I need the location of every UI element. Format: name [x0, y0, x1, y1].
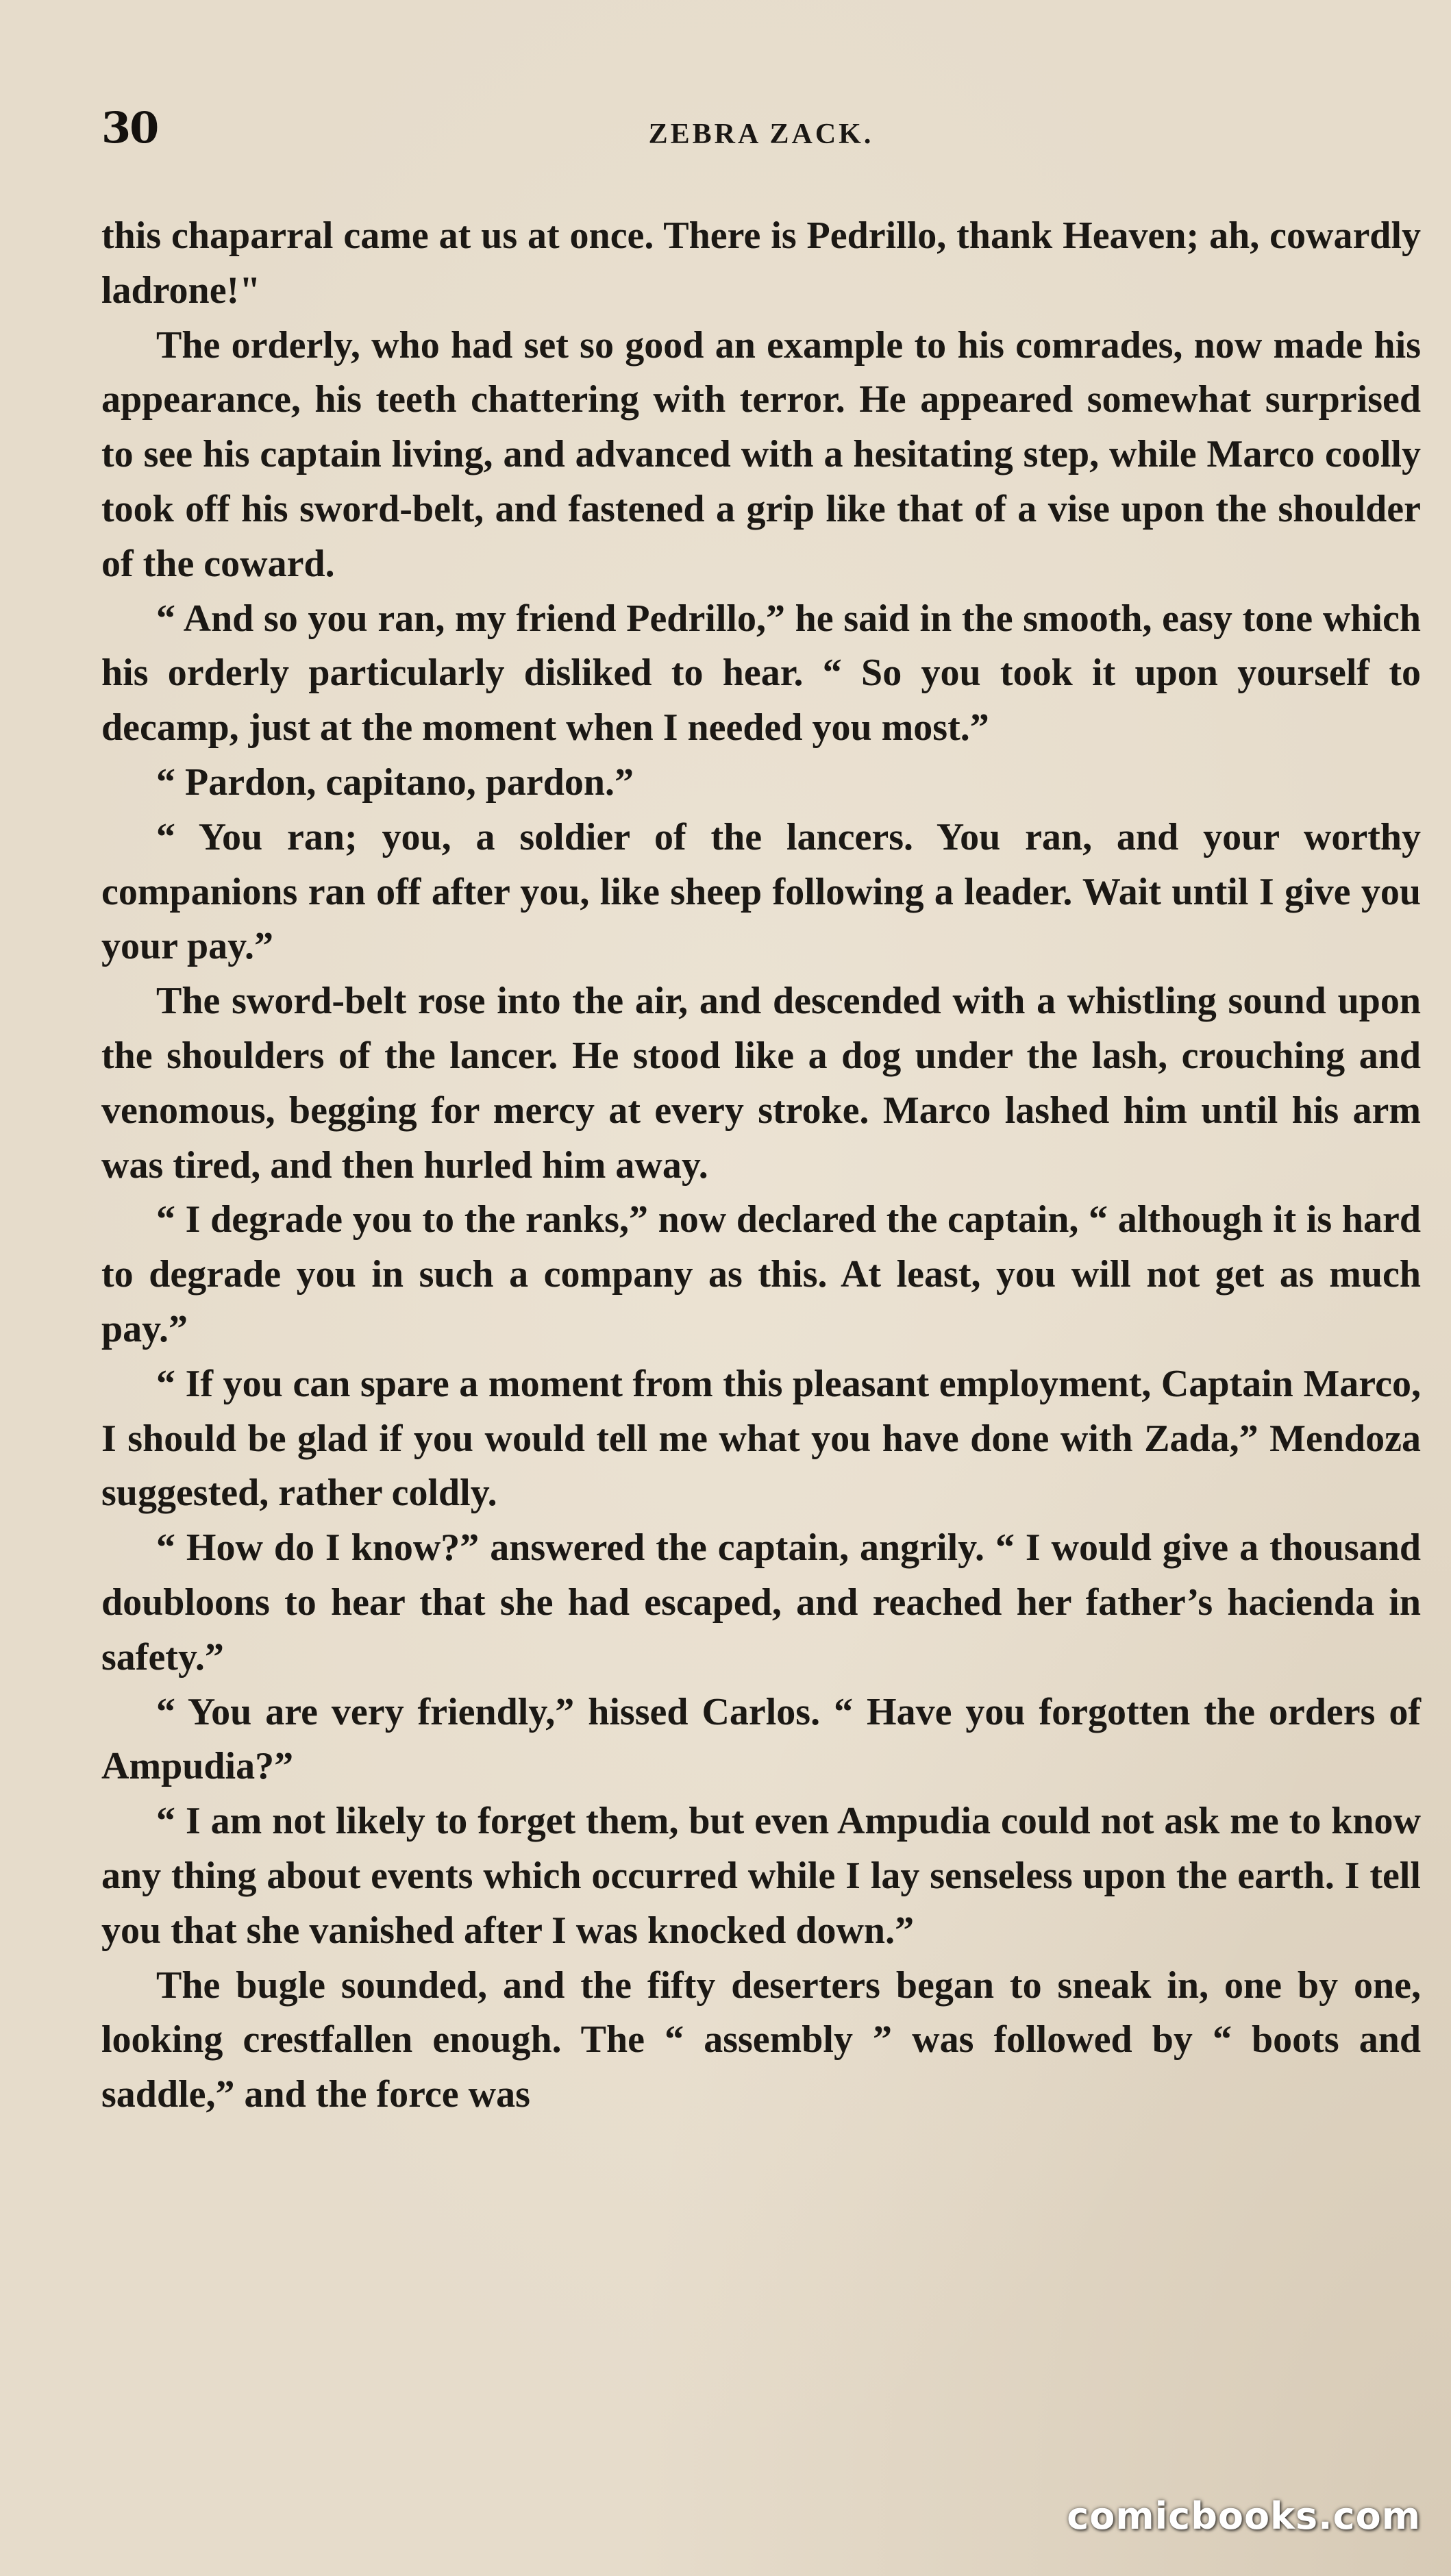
paragraph: The orderly, who had set so good an example to his comrades, now made his appearance, his teeth chattering with terror. He appeared somewhat surprised to see his captain living, and advanced with a hesitating step, while Marco coolly took off his sword-belt, and fastened a grip like that of a vise upon the shoulder of the coward. [101, 323, 1421, 585]
paragraph: The bugle sounded, and the fifty deserters began to sneak in, one by one, looking crestfallen enough. The “ assembly ” was followed by “ boots and saddle,” and the force was [101, 1964, 1421, 2116]
page-header [101, 103, 1421, 164]
paragraph: “ Pardon, capitano, pardon.” [156, 760, 634, 804]
body-text [101, 209, 1421, 2122]
paragraph: “ You ran; you, a soldier of the lancers. You ran, and your worthy companions ran off after you, like sheep following a leader. Wait until I give you your pay.” [101, 815, 1421, 968]
paragraph: The sword-belt rose into the air, and descended with a whistling sound upon the shoulders of the lancer. He stood like a dog under the lash, crouching and venomous, begging for mercy at every stroke. Marco lashed him until his arm was tired, and then hurled him away. [101, 980, 1421, 1187]
paragraph: this chaparral came at us at once. There is Pedrillo, thank Heaven; ah, cowardly ladrone!" [101, 214, 1421, 312]
paragraph: “ I degrade you to the ranks,” now declared the captain, “ although it is hard to degrade you in such a company as this. At least, you will not get as much pay.” [101, 1198, 1421, 1350]
paragraph: “ You are very friendly,” hissed Carlos. “ Have you forgotten the orders of Ampudia?” [101, 1690, 1421, 1788]
paragraph: “ And so you ran, my friend Pedrillo,” he said in the smooth, easy tone which his orderly particularly disliked to hear. “ So you took it upon yourself to decamp, just at the moment when I needed you most.” [101, 597, 1421, 750]
site-watermark: comicbooks.com [1067, 2494, 1421, 2538]
page-number: 30 [101, 103, 158, 153]
paragraph: “ If you can spare a moment from this pleasant employment, Captain Marco, I should be glad if you would tell me what you have done with Zada,” Mendoza suggested, rather coldly. [101, 1362, 1421, 1515]
paragraph: “ How do I know?” answered the captain, angrily. “ I would give a thousand doubloons to hear that she had escaped, and reached her father’s hacienda in safety.” [101, 1526, 1421, 1679]
paragraph: “ I am not likely to forget them, but even Ampudia could not ask me to know any thing about events which occurred while I lay senseless upon the earth. I tell you that she vanished after I was knocked down.” [101, 1800, 1421, 1952]
running-head: ZEBRA ZACK. [648, 119, 874, 150]
